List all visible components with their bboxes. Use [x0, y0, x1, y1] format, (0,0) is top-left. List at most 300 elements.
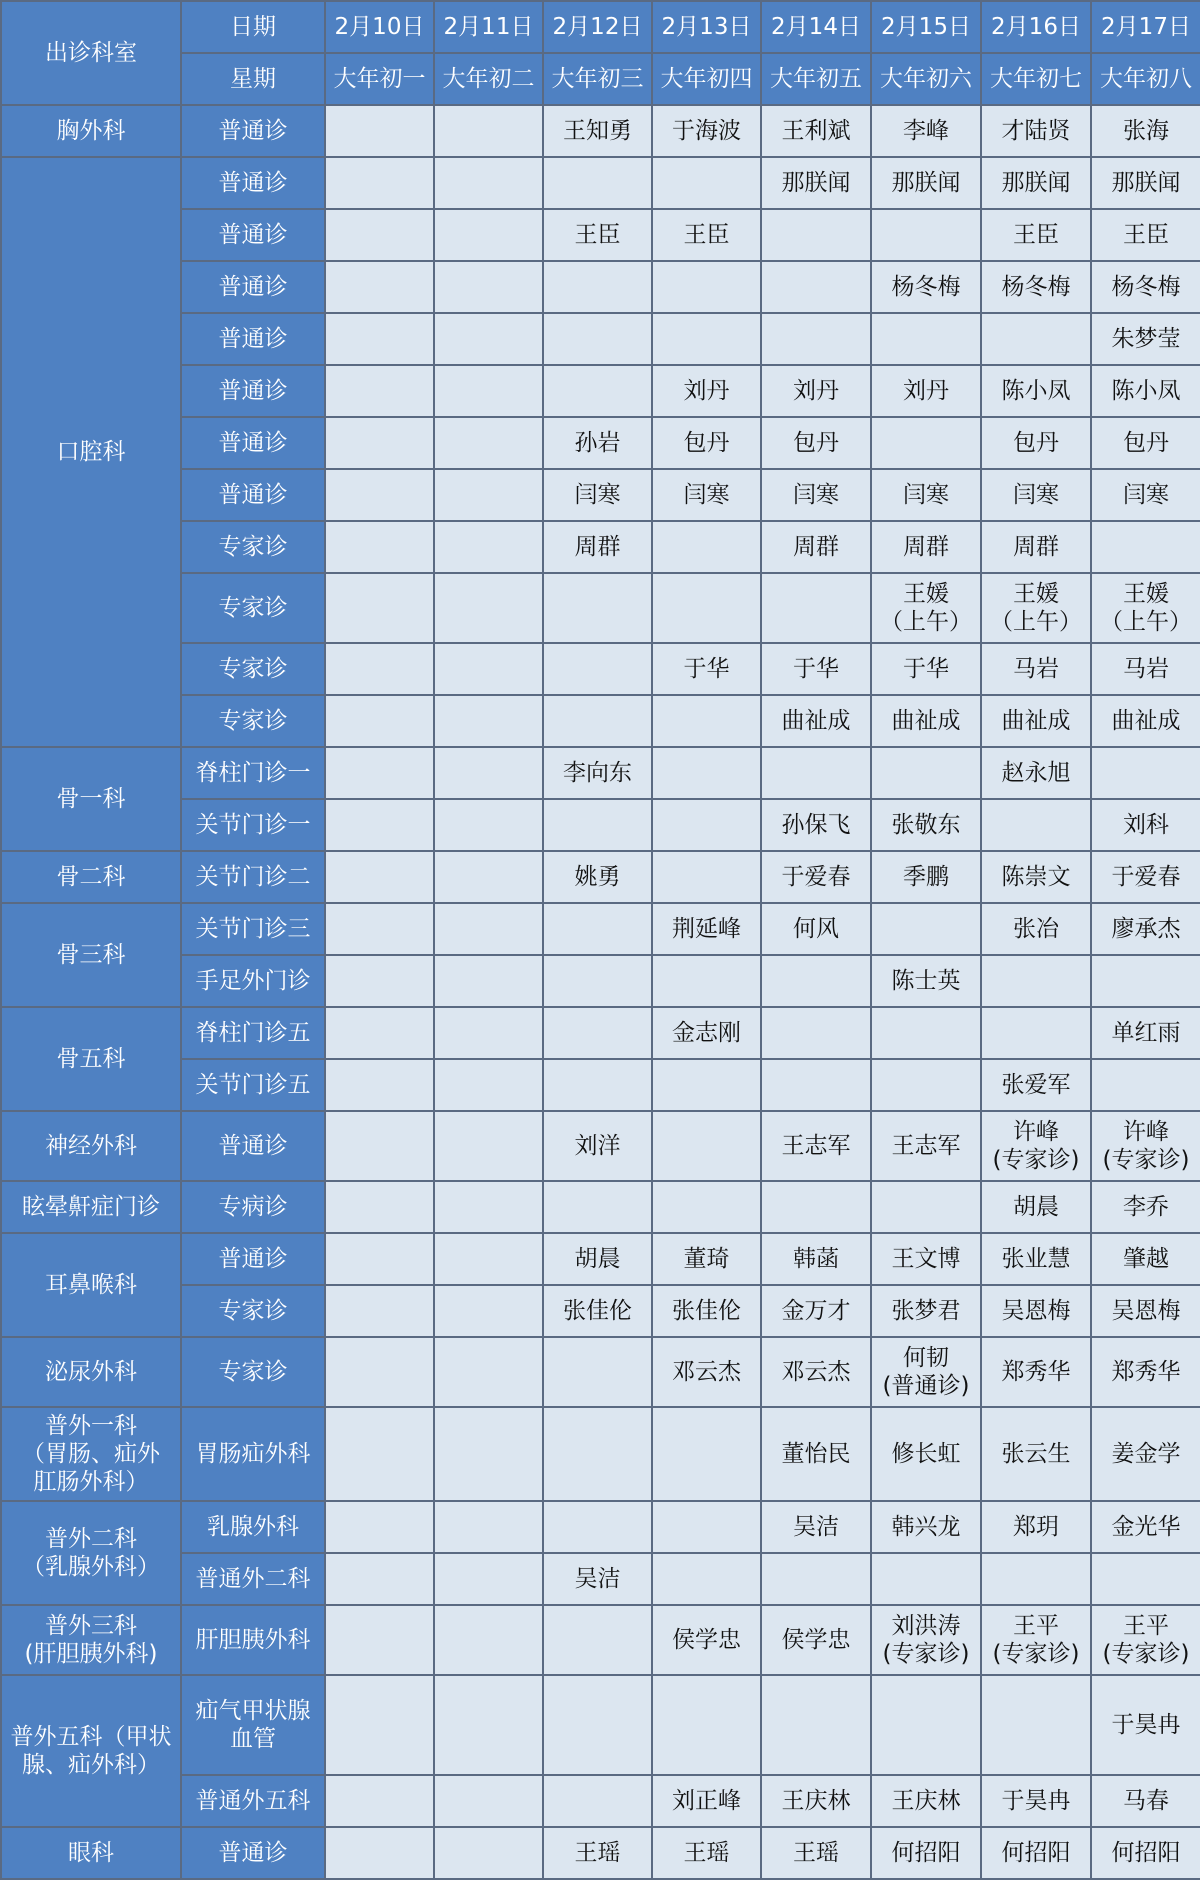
doctor-cell	[652, 643, 761, 695]
doctor-cell	[761, 747, 871, 799]
header-week-label: 星期	[181, 53, 325, 105]
doctor-cell	[981, 417, 1091, 469]
text-line: 郑玥	[1013, 1513, 1059, 1540]
text-line: 那朕闻	[1001, 169, 1071, 196]
doctor-cell	[1091, 799, 1200, 851]
text-line: 王知勇	[563, 117, 632, 144]
doctor-cell	[434, 1501, 543, 1553]
doctor-cell	[1091, 695, 1200, 747]
text-line: 李乔	[1123, 1193, 1169, 1220]
text-line: 张敬东	[891, 811, 961, 838]
doctor-cell	[1091, 1553, 1200, 1605]
doctor-cell	[761, 157, 871, 209]
doctor-cell	[543, 1407, 652, 1501]
doctor-cell	[652, 851, 761, 903]
text-line: 金光华	[1111, 1513, 1181, 1540]
schedule-body	[1, 1, 1200, 1879]
doctor-cell	[871, 1553, 981, 1605]
doctor-cell	[981, 521, 1091, 573]
header-date: 2月13日	[652, 1, 761, 53]
clinic-type	[181, 1553, 325, 1605]
text-line: 邓云杰	[672, 1358, 741, 1385]
schedule-row	[1, 1501, 1200, 1553]
text-line: 王利斌	[781, 117, 851, 144]
clinic-type	[181, 851, 325, 903]
doctor-cell	[325, 521, 434, 573]
clinic-type	[181, 1775, 325, 1827]
text-line: 神经外科	[45, 1132, 137, 1159]
schedule-row	[1, 417, 1200, 469]
clinic-type	[181, 469, 325, 521]
doctor-cell	[652, 799, 761, 851]
text-line: 腺、疝外科）	[22, 1752, 160, 1778]
text-line: 刘正峰	[672, 1787, 741, 1814]
doctor-cell	[761, 851, 871, 903]
doctor-cell	[434, 261, 543, 313]
text-line: 肇越	[1123, 1245, 1169, 1272]
doctor-cell	[652, 955, 761, 1007]
doctor-cell	[761, 417, 871, 469]
doctor-cell	[543, 1111, 652, 1181]
text-line: 于华	[683, 655, 730, 682]
doctor-cell	[871, 1827, 981, 1879]
doctor-cell	[652, 1775, 761, 1827]
doctor-cell	[434, 1059, 543, 1111]
doctor-cell	[761, 1181, 871, 1233]
doctor-cell	[434, 1337, 543, 1407]
text-line: 那朕闻	[1111, 169, 1181, 196]
text-line: （上午）	[1100, 609, 1192, 635]
department-name	[1, 1181, 181, 1233]
text-line: （乳腺外科）	[22, 1554, 160, 1580]
text-line: 胡晨	[574, 1245, 621, 1272]
text-line: 廖承杰	[1111, 915, 1181, 942]
text-line: 刘丹	[793, 377, 839, 404]
doctor-cell	[1091, 261, 1200, 313]
header-weekday-row	[1, 53, 1200, 105]
doctor-cell	[543, 799, 652, 851]
text-line: 周群	[793, 533, 839, 560]
doctor-cell	[761, 365, 871, 417]
text-line: 骨一科	[56, 785, 126, 812]
text-line: 于华	[903, 655, 949, 682]
doctor-cell	[871, 209, 981, 261]
schedule-row	[1, 313, 1200, 365]
doctor-cell	[434, 1407, 543, 1501]
text-line: 周群	[903, 533, 949, 560]
schedule-row	[1, 695, 1200, 747]
text-line: 张佳伦	[672, 1297, 741, 1324]
doctor-cell	[981, 1501, 1091, 1553]
schedule-row	[1, 955, 1200, 1007]
doctor-cell	[1091, 1233, 1200, 1285]
doctor-cell	[981, 1059, 1091, 1111]
department-name	[1, 851, 181, 903]
header-date: 2月17日	[1091, 1, 1200, 53]
text-line: (专家诊)	[1102, 1641, 1190, 1667]
doctor-cell	[434, 1233, 543, 1285]
text-line: 王庆林	[781, 1787, 851, 1814]
doctor-cell	[981, 1233, 1091, 1285]
doctor-cell	[871, 1605, 981, 1675]
doctor-cell	[981, 1181, 1091, 1233]
text-line: 眼科	[68, 1839, 114, 1866]
doctor-cell	[981, 695, 1091, 747]
doctor-cell	[871, 747, 981, 799]
doctor-cell	[761, 1233, 871, 1285]
doctor-cell	[434, 1553, 543, 1605]
text-line: 朱梦莹	[1111, 325, 1181, 352]
doctor-cell	[981, 157, 1091, 209]
text-line: 于昊冉	[1001, 1787, 1071, 1814]
clinic-type	[181, 1059, 325, 1111]
doctor-cell	[1091, 747, 1200, 799]
schedule-row	[1, 1059, 1200, 1111]
doctor-cell	[434, 799, 543, 851]
doctor-cell	[761, 1501, 871, 1553]
text-line: 金万才	[781, 1297, 851, 1324]
text-line: 张海	[1123, 117, 1169, 144]
text-line: 王臣	[1013, 221, 1059, 248]
doctor-cell	[434, 157, 543, 209]
text-line: 姚勇	[574, 863, 621, 890]
text-line: 闫寒	[1013, 481, 1059, 508]
text-line: 专病诊	[218, 1193, 288, 1220]
doctor-cell	[871, 1407, 981, 1501]
text-line: 王庆林	[891, 1787, 961, 1814]
header-weekday: 大年初八	[1091, 53, 1200, 105]
schedule-row	[1, 1181, 1200, 1233]
doctor-cell	[1091, 903, 1200, 955]
doctor-cell	[325, 209, 434, 261]
text-line: 眩晕鼾症门诊	[22, 1193, 160, 1220]
schedule-row	[1, 747, 1200, 799]
clinic-type	[181, 1407, 325, 1501]
department-name	[1, 1605, 181, 1675]
doctor-cell	[434, 643, 543, 695]
doctor-cell	[543, 695, 652, 747]
text-line: 普通诊	[218, 273, 288, 300]
text-line: 杨冬梅	[891, 273, 961, 300]
clinic-type	[181, 1605, 325, 1675]
text-line: 普通诊	[218, 1245, 288, 1272]
text-line: 吴洁	[793, 1513, 839, 1540]
doctor-cell	[761, 573, 871, 643]
doctor-cell	[1091, 1059, 1200, 1111]
text-line: 关节门诊一	[195, 811, 311, 838]
schedule-row	[1, 1407, 1200, 1501]
text-line: 胸外科	[56, 117, 126, 144]
doctor-cell	[652, 1827, 761, 1879]
text-line: 胃肠疝外科	[195, 1440, 311, 1467]
text-line: 闫寒	[683, 481, 730, 508]
text-line: 王瑶	[793, 1839, 839, 1866]
header-date: 2月15日	[871, 1, 981, 53]
clinic-type	[181, 1111, 325, 1181]
doctor-cell	[325, 573, 434, 643]
text-line: 曲祉成	[1001, 707, 1071, 734]
doctor-cell	[543, 209, 652, 261]
doctor-cell	[1091, 521, 1200, 573]
text-line: 骨二科	[56, 863, 126, 890]
doctor-cell	[652, 1007, 761, 1059]
doctor-cell	[652, 1553, 761, 1605]
text-line: 郑秀华	[1111, 1358, 1181, 1385]
doctor-cell	[652, 1501, 761, 1553]
text-line: 王媛	[1013, 580, 1059, 607]
doctor-cell	[543, 365, 652, 417]
doctor-cell	[434, 105, 543, 157]
doctor-cell	[652, 1407, 761, 1501]
doctor-cell	[761, 1407, 871, 1501]
schedule-row	[1, 1007, 1200, 1059]
doctor-cell	[761, 1337, 871, 1407]
doctor-cell	[543, 573, 652, 643]
doctor-cell	[1091, 643, 1200, 695]
department-name	[1, 1675, 181, 1827]
text-line: 关节门诊二	[195, 863, 311, 890]
doctor-cell	[871, 1675, 981, 1775]
doctor-cell	[325, 1675, 434, 1775]
doctor-cell	[1091, 1605, 1200, 1675]
doctor-cell	[981, 903, 1091, 955]
text-line: 乳腺外科	[207, 1513, 299, 1540]
text-line: 那朕闻	[891, 169, 961, 196]
text-line: 姜金学	[1111, 1440, 1181, 1467]
doctor-cell	[981, 1407, 1091, 1501]
doctor-cell	[871, 1501, 981, 1553]
text-line: 修长虹	[891, 1440, 961, 1467]
doctor-cell	[325, 903, 434, 955]
doctor-cell	[871, 799, 981, 851]
schedule-row	[1, 1675, 1200, 1775]
text-line: 何招阳	[1001, 1839, 1071, 1866]
header-corner: 出诊科室	[1, 1, 181, 105]
text-line: 普通诊	[218, 377, 288, 404]
doctor-cell	[652, 903, 761, 955]
schedule-row	[1, 1553, 1200, 1605]
text-line: 普外二科	[45, 1525, 137, 1552]
schedule-row	[1, 261, 1200, 313]
doctor-cell	[871, 105, 981, 157]
text-line: 刘洋	[574, 1132, 621, 1159]
doctor-cell	[652, 1181, 761, 1233]
text-line: 侯学忠	[781, 1626, 851, 1653]
doctor-cell	[652, 1233, 761, 1285]
clinic-type	[181, 209, 325, 261]
doctor-cell	[871, 1111, 981, 1181]
doctor-cell	[871, 365, 981, 417]
doctor-cell	[1091, 417, 1200, 469]
doctor-cell	[325, 1111, 434, 1181]
text-line: 于华	[793, 655, 839, 682]
text-line: 于昊冉	[1111, 1711, 1181, 1738]
doctor-cell	[761, 209, 871, 261]
text-line: 包丹	[683, 429, 730, 456]
doctor-cell	[761, 903, 871, 955]
doctor-cell	[543, 851, 652, 903]
doctor-cell	[325, 643, 434, 695]
text-line: 王瑶	[683, 1839, 730, 1866]
doctor-cell	[325, 1233, 434, 1285]
text-line: 董怡民	[781, 1440, 851, 1467]
doctor-cell	[325, 1337, 434, 1407]
doctor-cell	[543, 1181, 652, 1233]
clinic-type	[181, 365, 325, 417]
doctor-cell	[652, 261, 761, 313]
doctor-cell	[1091, 1407, 1200, 1501]
text-line: 普通诊	[218, 481, 288, 508]
doctor-cell	[761, 1285, 871, 1337]
schedule-row	[1, 209, 1200, 261]
doctor-cell	[652, 1059, 761, 1111]
text-line: 季鹏	[903, 863, 949, 890]
schedule-row	[1, 1337, 1200, 1407]
doctor-cell	[871, 695, 981, 747]
doctor-cell	[652, 365, 761, 417]
doctor-cell	[652, 417, 761, 469]
text-line: 肝胆胰外科	[195, 1626, 311, 1653]
text-line: 刘丹	[683, 377, 730, 404]
text-line: 刘洪涛	[891, 1612, 961, 1639]
doctor-cell	[325, 1285, 434, 1337]
doctor-cell	[325, 1775, 434, 1827]
text-line: 普通外五科	[195, 1787, 311, 1814]
text-line: （胃肠、疝外	[22, 1440, 160, 1467]
schedule-row	[1, 1111, 1200, 1181]
text-line: 单红雨	[1111, 1019, 1181, 1046]
text-line: 普通外二科	[195, 1565, 311, 1592]
text-line: (专家诊)	[1102, 1147, 1190, 1173]
doctor-cell	[1091, 1501, 1200, 1553]
text-line: (专家诊)	[882, 1641, 970, 1667]
doctor-cell	[325, 1501, 434, 1553]
header-date-label: 日期	[181, 1, 325, 53]
doctor-cell	[1091, 1285, 1200, 1337]
doctor-cell	[981, 469, 1091, 521]
schedule-row	[1, 365, 1200, 417]
doctor-cell	[543, 955, 652, 1007]
doctor-cell	[652, 157, 761, 209]
text-line: 王媛	[1123, 580, 1169, 607]
doctor-cell	[543, 105, 652, 157]
text-line: 普通诊	[218, 221, 288, 248]
clinic-type	[181, 1181, 325, 1233]
doctor-cell	[981, 1337, 1091, 1407]
doctor-cell	[981, 1675, 1091, 1775]
doctor-cell	[325, 1827, 434, 1879]
doctor-cell	[871, 417, 981, 469]
doctor-cell	[325, 1605, 434, 1675]
doctor-cell	[871, 521, 981, 573]
text-line: 普通诊	[218, 429, 288, 456]
doctor-cell	[543, 1605, 652, 1675]
doctor-cell	[981, 799, 1091, 851]
text-line: 普外三科	[45, 1612, 137, 1639]
header-date: 2月14日	[761, 1, 871, 53]
text-line: 闫寒	[793, 481, 839, 508]
doctor-cell	[543, 1827, 652, 1879]
doctor-cell	[1091, 1337, 1200, 1407]
text-line: 专家诊	[218, 594, 288, 621]
text-line: 普通诊	[218, 117, 288, 144]
doctor-cell	[981, 851, 1091, 903]
clinic-type	[181, 1675, 325, 1775]
header-weekday: 大年初四	[652, 53, 761, 105]
header-weekday: 大年初二	[434, 53, 543, 105]
doctor-cell	[325, 1059, 434, 1111]
text-line: 曲祉成	[1111, 707, 1181, 734]
text-line: 陈小凤	[1111, 377, 1181, 404]
doctor-cell	[434, 1181, 543, 1233]
text-line: 许峰	[1123, 1118, 1169, 1145]
schedule-row	[1, 903, 1200, 955]
doctor-cell	[761, 1111, 871, 1181]
text-line: 普通诊	[218, 1132, 288, 1159]
department-name	[1, 1337, 181, 1407]
header-weekday: 大年初七	[981, 53, 1091, 105]
doctor-cell	[761, 955, 871, 1007]
doctor-cell	[871, 157, 981, 209]
doctor-cell	[543, 1553, 652, 1605]
clinic-type	[181, 157, 325, 209]
text-line: 周群	[574, 533, 621, 560]
doctor-cell	[434, 469, 543, 521]
text-line: 何招阳	[1111, 1839, 1181, 1866]
schedule-row	[1, 1605, 1200, 1675]
text-line: 肛肠外科）	[33, 1469, 149, 1496]
doctor-cell	[434, 1675, 543, 1775]
doctor-cell	[325, 365, 434, 417]
text-line: (普通诊)	[882, 1373, 970, 1399]
text-line: 普外五科（甲状	[10, 1723, 172, 1750]
doctor-cell	[871, 851, 981, 903]
schedule-row	[1, 851, 1200, 903]
text-line: 王臣	[574, 221, 621, 248]
text-line: 王媛	[903, 580, 949, 607]
header-date: 2月10日	[325, 1, 434, 53]
doctor-cell	[434, 955, 543, 1007]
doctor-cell	[434, 209, 543, 261]
text-line: (专家诊)	[992, 1147, 1080, 1173]
header-date: 2月11日	[434, 1, 543, 53]
text-line: 专家诊	[218, 707, 288, 734]
doctor-cell	[871, 313, 981, 365]
text-line: 孙保飞	[781, 811, 851, 838]
doctor-cell	[1091, 851, 1200, 903]
doctor-cell	[1091, 955, 1200, 1007]
doctor-cell	[981, 1827, 1091, 1879]
clinic-type	[181, 1337, 325, 1407]
doctor-cell	[543, 1775, 652, 1827]
clinic-type	[181, 747, 325, 799]
doctor-cell	[325, 955, 434, 1007]
doctor-cell	[325, 1407, 434, 1501]
doctor-cell	[871, 1233, 981, 1285]
text-line: 周群	[1013, 533, 1059, 560]
text-line: 曲祉成	[891, 707, 961, 734]
doctor-cell	[543, 157, 652, 209]
text-line: 王臣	[1123, 221, 1169, 248]
text-line: （上午）	[880, 609, 972, 635]
clinic-type	[181, 1501, 325, 1553]
doctor-cell	[981, 643, 1091, 695]
department-name	[1, 1111, 181, 1181]
text-line: 陈士英	[891, 967, 961, 994]
text-line: 于爱春	[1111, 863, 1181, 890]
doctor-cell	[434, 521, 543, 573]
clinic-type	[181, 695, 325, 747]
